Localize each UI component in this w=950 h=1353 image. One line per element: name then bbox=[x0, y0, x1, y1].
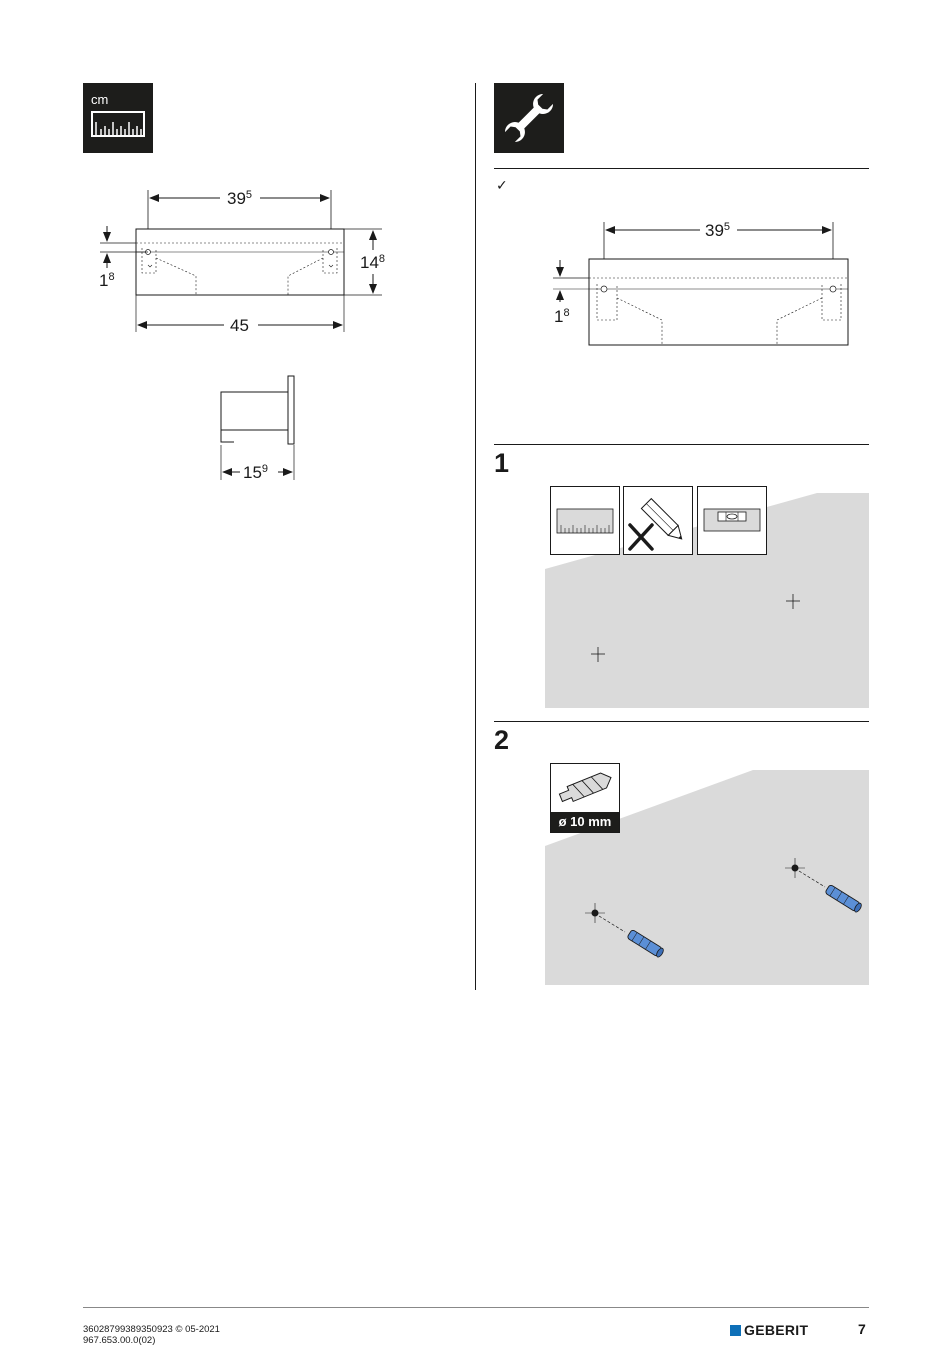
units-icon bbox=[83, 83, 153, 153]
installation-icon bbox=[494, 83, 564, 153]
footer-doc-number: 967.653.00.0(02) bbox=[83, 1335, 156, 1346]
depth-dim: $15^9$ bbox=[243, 463, 269, 482]
footer-rule bbox=[83, 1307, 869, 1308]
ruler-icon bbox=[551, 487, 619, 554]
check-mark: ✓ bbox=[496, 178, 508, 194]
units-label: cm bbox=[91, 92, 109, 107]
pencil-tool bbox=[623, 486, 693, 555]
hole-spacing-dim: $39^5$ bbox=[227, 189, 253, 208]
step-1-rule bbox=[494, 444, 869, 445]
side-view-drawing bbox=[210, 370, 310, 485]
prereq-hole-offset-dim: $1^8$ bbox=[554, 307, 570, 326]
brand-square-icon bbox=[730, 1325, 741, 1336]
prerequisite-drawing bbox=[545, 212, 865, 352]
page-number: 7 bbox=[858, 1321, 866, 1337]
step-2-number: 2 bbox=[494, 725, 510, 755]
prereq-hole-spacing-dim: $39^5$ bbox=[705, 221, 731, 240]
drill-bit-icon bbox=[551, 764, 619, 812]
front-view-drawing bbox=[90, 180, 400, 340]
footer-code-line: 36028799389350923 © 05-2021 bbox=[83, 1324, 220, 1335]
height-dim: $14^8$ bbox=[360, 253, 386, 272]
width-dim: 45 bbox=[230, 316, 249, 335]
spirit-level-tool bbox=[697, 486, 767, 555]
measure-ruler-icon bbox=[83, 83, 153, 153]
pencil-icon bbox=[624, 487, 692, 554]
spirit-level-icon bbox=[698, 487, 766, 554]
brand-logo bbox=[730, 1322, 808, 1338]
step-1-number: 1 bbox=[494, 448, 510, 478]
step-2-rule bbox=[494, 721, 869, 722]
column-divider bbox=[475, 83, 476, 990]
brand-name: GEBERIT bbox=[744, 1322, 809, 1338]
section-rule bbox=[494, 168, 869, 169]
drill-size-label: ø 10 mm bbox=[551, 812, 619, 832]
ruler-tool bbox=[550, 486, 620, 555]
wrench-icon bbox=[494, 83, 564, 153]
hole-offset-dim: $1^8$ bbox=[99, 271, 115, 290]
